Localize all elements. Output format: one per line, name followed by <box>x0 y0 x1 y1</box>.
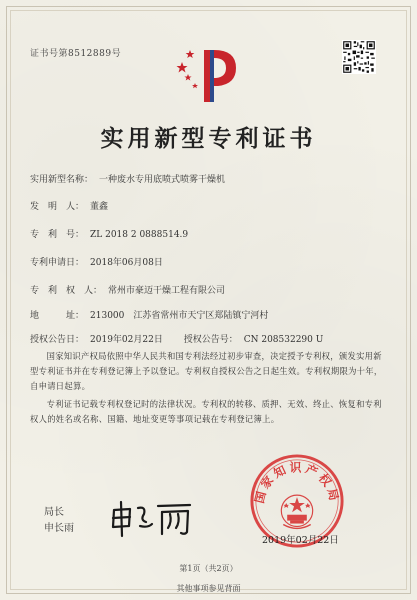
certificate-title: 实用新型专利证书 <box>100 125 317 152</box>
field-label: 授权公告日： <box>30 335 85 345</box>
field-label: 专 利 权 人： <box>30 286 103 296</box>
field-grant-date <box>30 332 323 345</box>
field-inventor <box>30 199 108 212</box>
field-utility-model-name <box>30 172 225 185</box>
field-address <box>30 308 268 321</box>
field-label: 授权公告号： <box>183 335 238 345</box>
field-value: 一种废水专用底喷式喷雾干燥机 <box>99 175 226 185</box>
field-value: ZL 2018 2 0888514.9 <box>90 230 189 240</box>
director-title: 局长 <box>44 507 64 518</box>
field-value: 2019年02月22日 <box>90 335 163 345</box>
page-number: 第1页（共2页） <box>179 564 238 573</box>
director-name: 申长雨 <box>44 523 74 534</box>
field-value: 2018年06月08日 <box>90 258 163 268</box>
field-label: 地 址： <box>30 311 85 321</box>
footer-note: 其他事项参见背面 <box>176 584 241 593</box>
field-value: CN 208532290 U <box>243 335 324 345</box>
field-application-date <box>30 255 163 268</box>
body-paragraph: 国家知识产权局依照中华人民共和国专利法经过初步审查，决定授予专利权，颁发实用新型专利证书并在专利登记簿上予以登记。专利权自授权公告之日起生效。专利权期限为十年，自申请日起算。 <box>30 351 383 391</box>
director-signature <box>108 498 198 538</box>
field-patentee <box>30 283 225 296</box>
field-value: 常州市豪迈干燥工程有限公司 <box>108 286 226 296</box>
field-label: 专 利 号： <box>30 230 85 240</box>
field-label: 专利申请日： <box>30 258 85 268</box>
field-label: 发 明 人： <box>30 202 85 212</box>
field-label: 实用新型名称： <box>30 175 94 185</box>
qr-code-icon <box>342 40 376 74</box>
field-value: 213000 江苏省常州市天宁区郑陆镇宁河村 <box>90 311 269 321</box>
certificate-number: 证书号第8512889号 <box>30 49 122 59</box>
body-paragraph: 专利证书记载专利权登记时的法律状况。专利权的转移、质押、无效、终止、恢复和专利权人的姓名或名称、国籍、地址变更等事项记载在专利登记簿上。 <box>30 399 382 424</box>
seal-text: 国家知识产权局 <box>252 460 342 505</box>
seal-date: 2019年02月22日 <box>262 535 339 546</box>
field-patent-number <box>30 227 188 240</box>
field-value: 董鑫 <box>90 202 109 212</box>
patent-office-emblem-icon <box>174 44 248 106</box>
